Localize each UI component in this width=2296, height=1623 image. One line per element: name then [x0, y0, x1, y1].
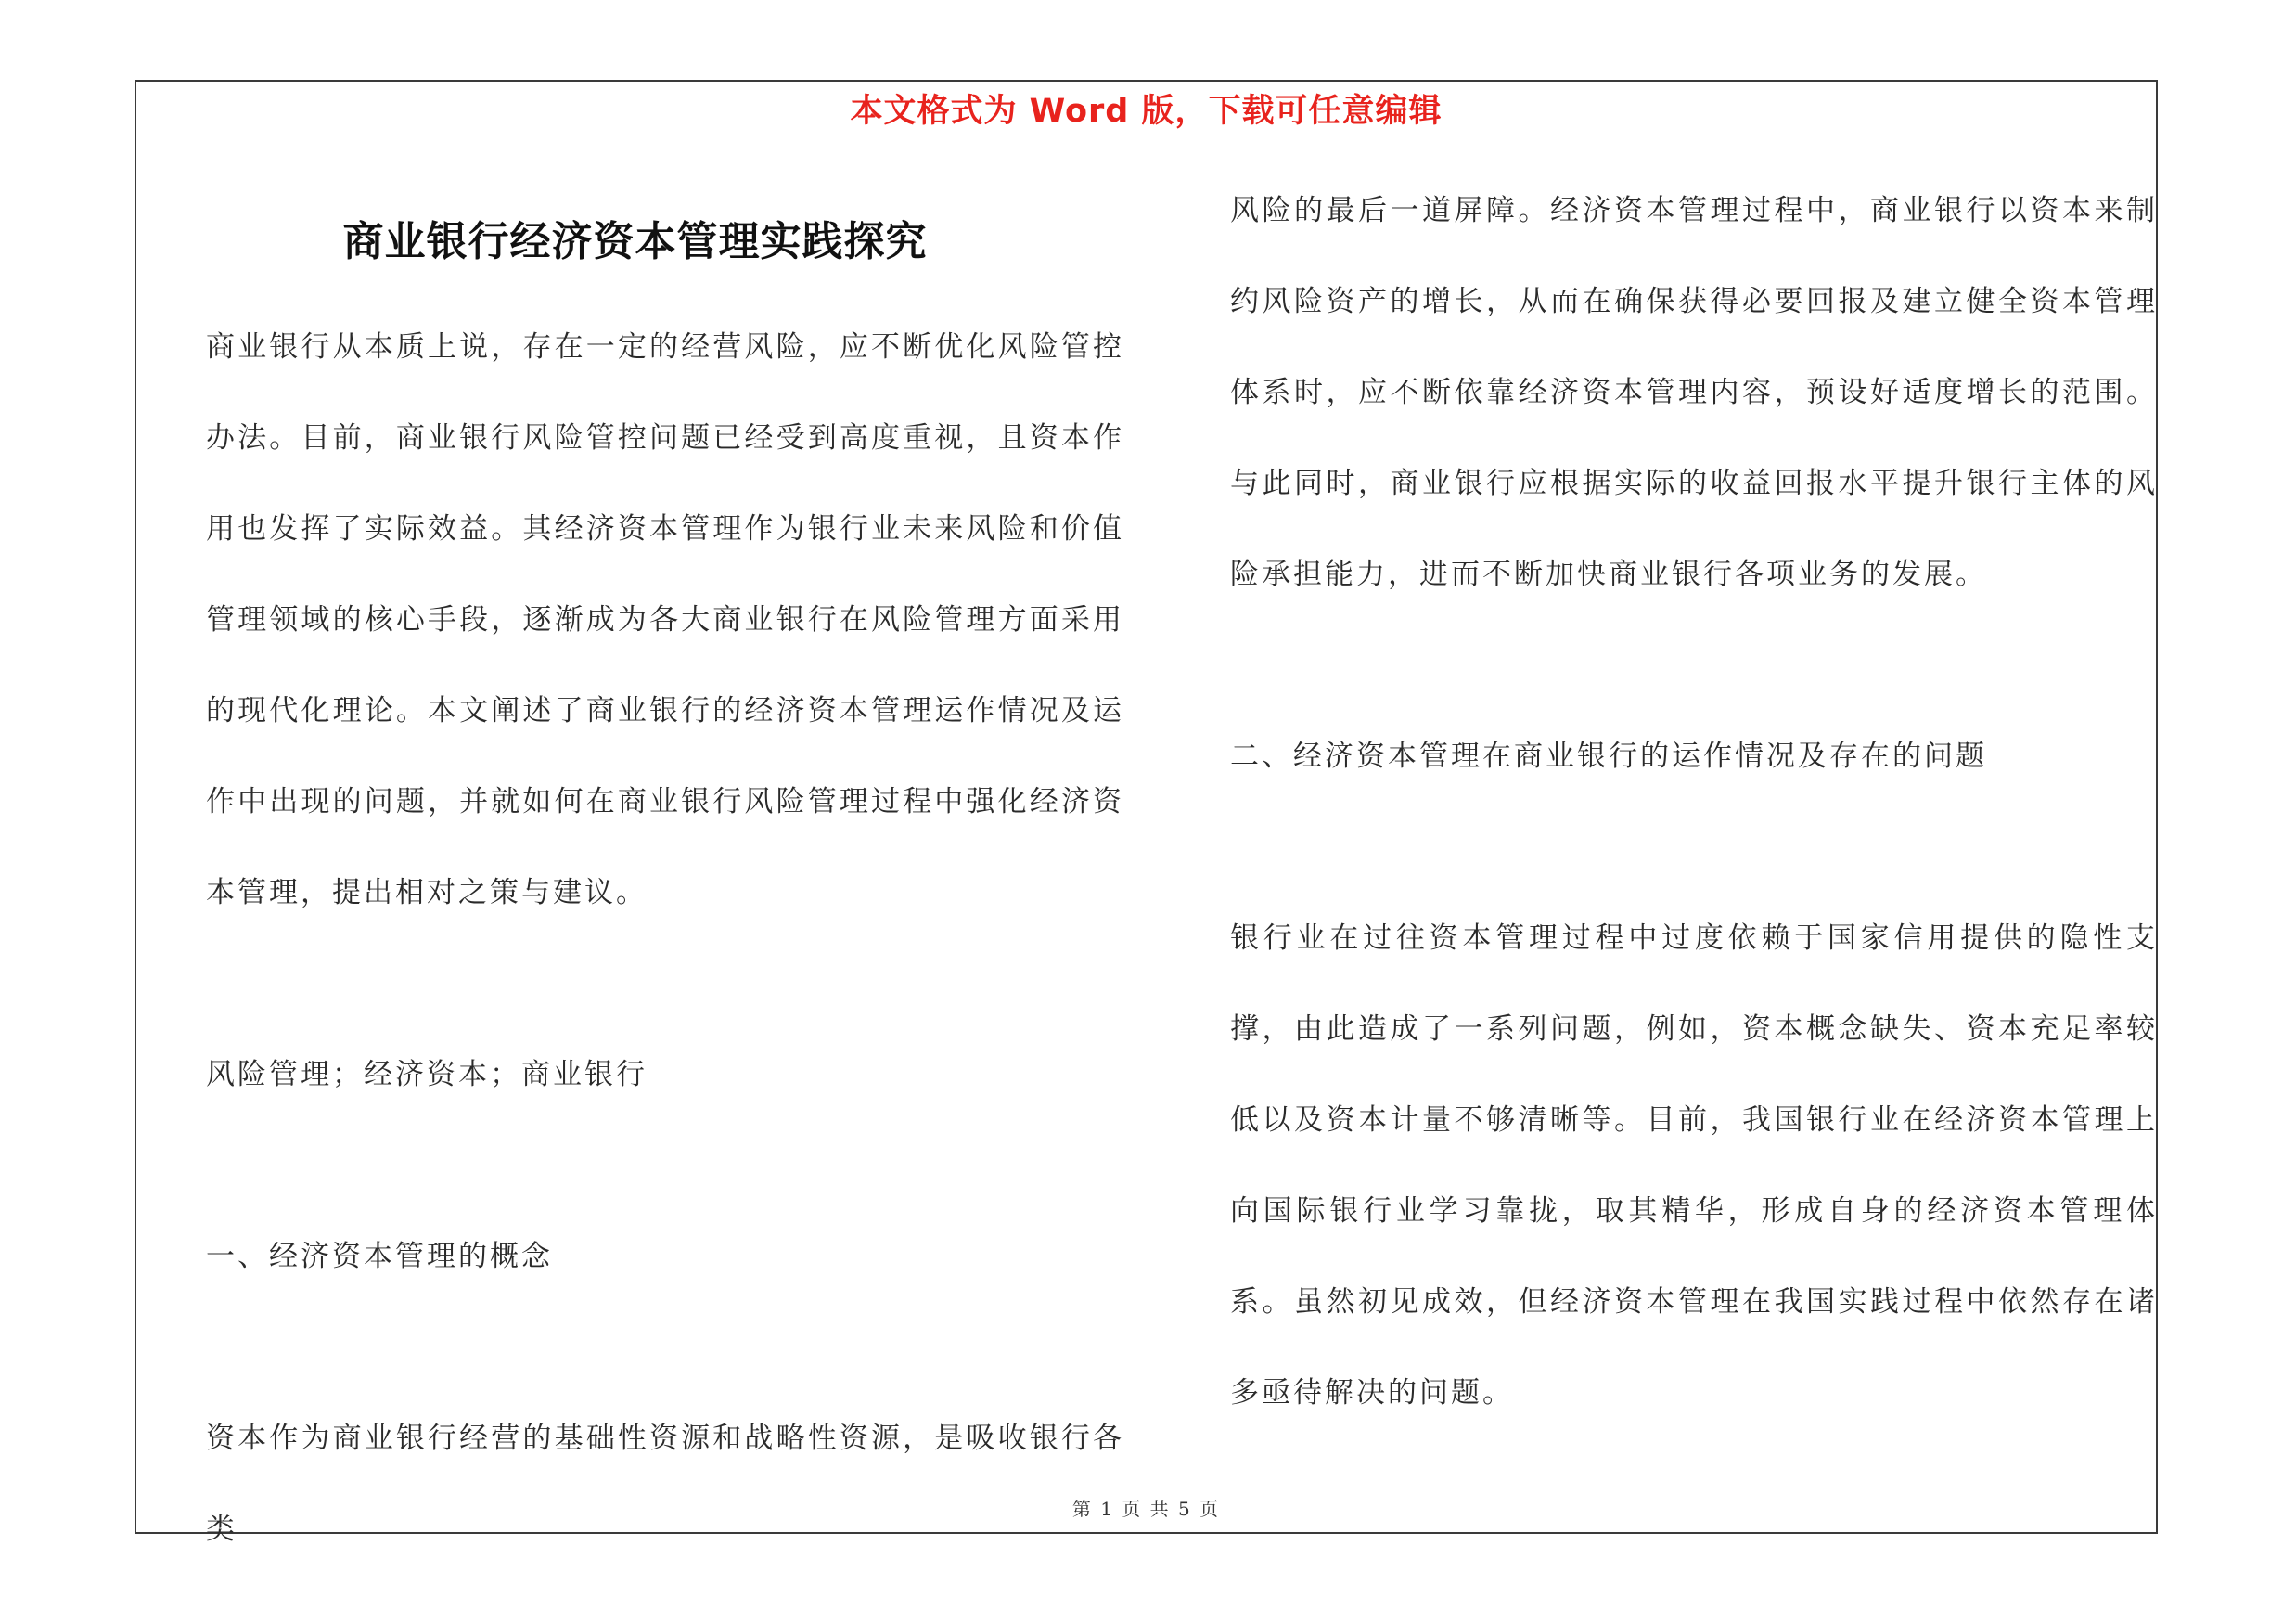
section-1-heading: 一、经济资本管理的概念 — [206, 1240, 553, 1273]
document-title: 商业银行经济资本管理实践探究 — [342, 218, 928, 265]
section-2-heading: 二、经济资本管理在商业银行的运作情况及存在的问题 — [1230, 740, 1987, 773]
page-number-footer: 第 1 页 共 5 页 — [1071, 1498, 1221, 1520]
abstract-paragraph: 商业银行从本质上说，存在一定的经营风险，应不断优化风险管控办法。目前，商业银行风险管控问题已经受到高度重视，且资本作用也发挥了实际效益。其经济资本管理作为银行业未来风险和价值管理领域的核心手段，逐渐成为各大商业银行在风险管理方面采用的现代化理论。本文阐述了商业银行的经济资本管理运作情况及运作中出现的问题，并就如何在商业银行风险管理过程中强化经济资本管理，提出相对之策与建议。 — [206, 330, 1124, 909]
keywords-line: 风险管理；经济资本；商业银行 — [206, 1058, 648, 1091]
section-1-paragraph: 资本作为商业银行经营的基础性资源和战略性资源，是吸收银行各类 — [206, 1422, 1124, 1546]
continued-paragraph: 风险的最后一道屏障。经济资本管理过程中，商业银行以资本来制约风险资产的增长，从而在确保获得必要回报及建立健全资本管理体系时，应不断依靠经济资本管理内容，预设好适度增长的范围。与此同时，商业银行应根据实际的收益回报水平提升银行主体的风险承担能力，进而不断加快商业银行各项业务的发展。 — [1230, 194, 2158, 591]
word-format-banner: 本文格式为 Word 版，下载可任意编辑 — [850, 93, 1443, 130]
section-2-paragraph: 银行业在过往资本管理过程中过度依赖于国家信用提供的隐性支撑，由此造成了一系列问题，例如，资本概念缺失、资本充足率较低以及资本计量不够清晰等。目前，我国银行业在经济资本管理上向国际银行业学习靠拢，取其精华，形成自身的经济资本管理体系。虽然初见成效，但经济资本管理在我国实践过程中依然存在诸多亟待解决的问题。 — [1230, 921, 2158, 1410]
